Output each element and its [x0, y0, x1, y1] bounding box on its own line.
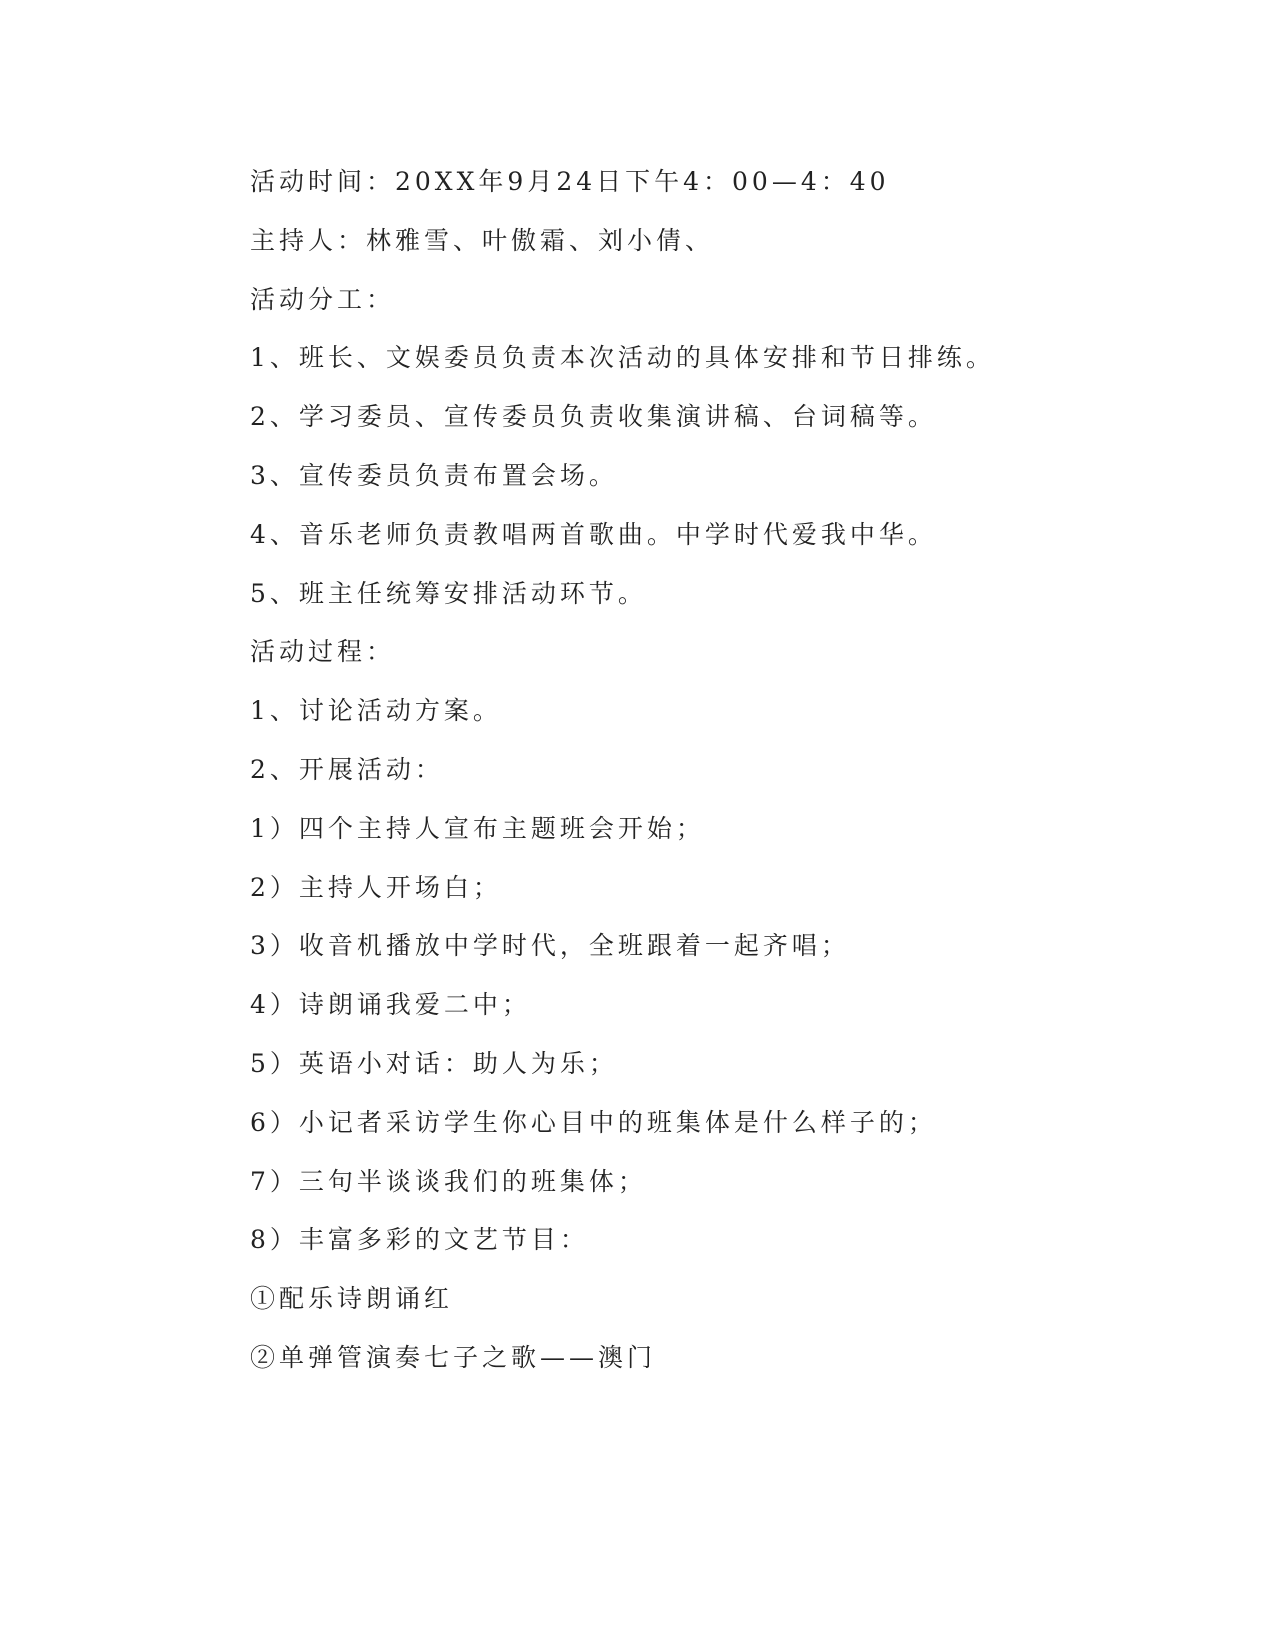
process-subitem-1: 1）四个主持人宣布主题班会开始；	[250, 813, 705, 843]
process-subitem-6: 6）小记者采访学生你心目中的班集体是什么样子的；	[250, 1107, 937, 1137]
program-item-1: ①配乐诗朗诵红	[250, 1284, 454, 1314]
process-item-2: 2、开展活动：	[250, 754, 444, 784]
process-heading: 活动过程：	[250, 637, 396, 667]
process-subitem-5: 5）英语小对话：助人为乐；	[250, 1048, 618, 1078]
program-item-2: ②单弹管演奏七子之歌——澳门	[250, 1342, 657, 1372]
process-subitem-7: 7）三句半谈谈我们的班集体；	[250, 1166, 647, 1196]
division-item-2: 2、学习委员、宣传委员负责收集演讲稿、台词稿等。	[250, 402, 937, 432]
division-item-1: 1、班长、文娱委员负责本次活动的具体安排和节日排练。	[250, 343, 995, 373]
division-item-3: 3、宣传委员负责布置会场。	[250, 460, 618, 490]
division-heading: 活动分工：	[250, 284, 396, 314]
division-item-4: 4、音乐老师负责教唱两首歌曲。中学时代爱我中华。	[250, 519, 937, 549]
activity-time-line: 活动时间：20XX年9月24日下午4：00—4：40	[250, 167, 890, 196]
process-subitem-2: 2）主持人开场白；	[250, 872, 502, 902]
process-item-1: 1、讨论活动方案。	[250, 696, 502, 726]
hosts-line: 主持人：林雅雪、叶傲霜、刘小倩、	[250, 225, 715, 255]
process-subitem-8: 8）丰富多彩的文艺节目：	[250, 1225, 589, 1255]
process-subitem-3: 3）收音机播放中学时代，全班跟着一起齐唱；	[250, 931, 850, 961]
process-subitem-4: 4）诗朗诵我爱二中；	[250, 990, 531, 1020]
division-item-5: 5、班主任统筹安排活动环节。	[250, 578, 647, 608]
document-body	[250, 160, 1050, 1395]
